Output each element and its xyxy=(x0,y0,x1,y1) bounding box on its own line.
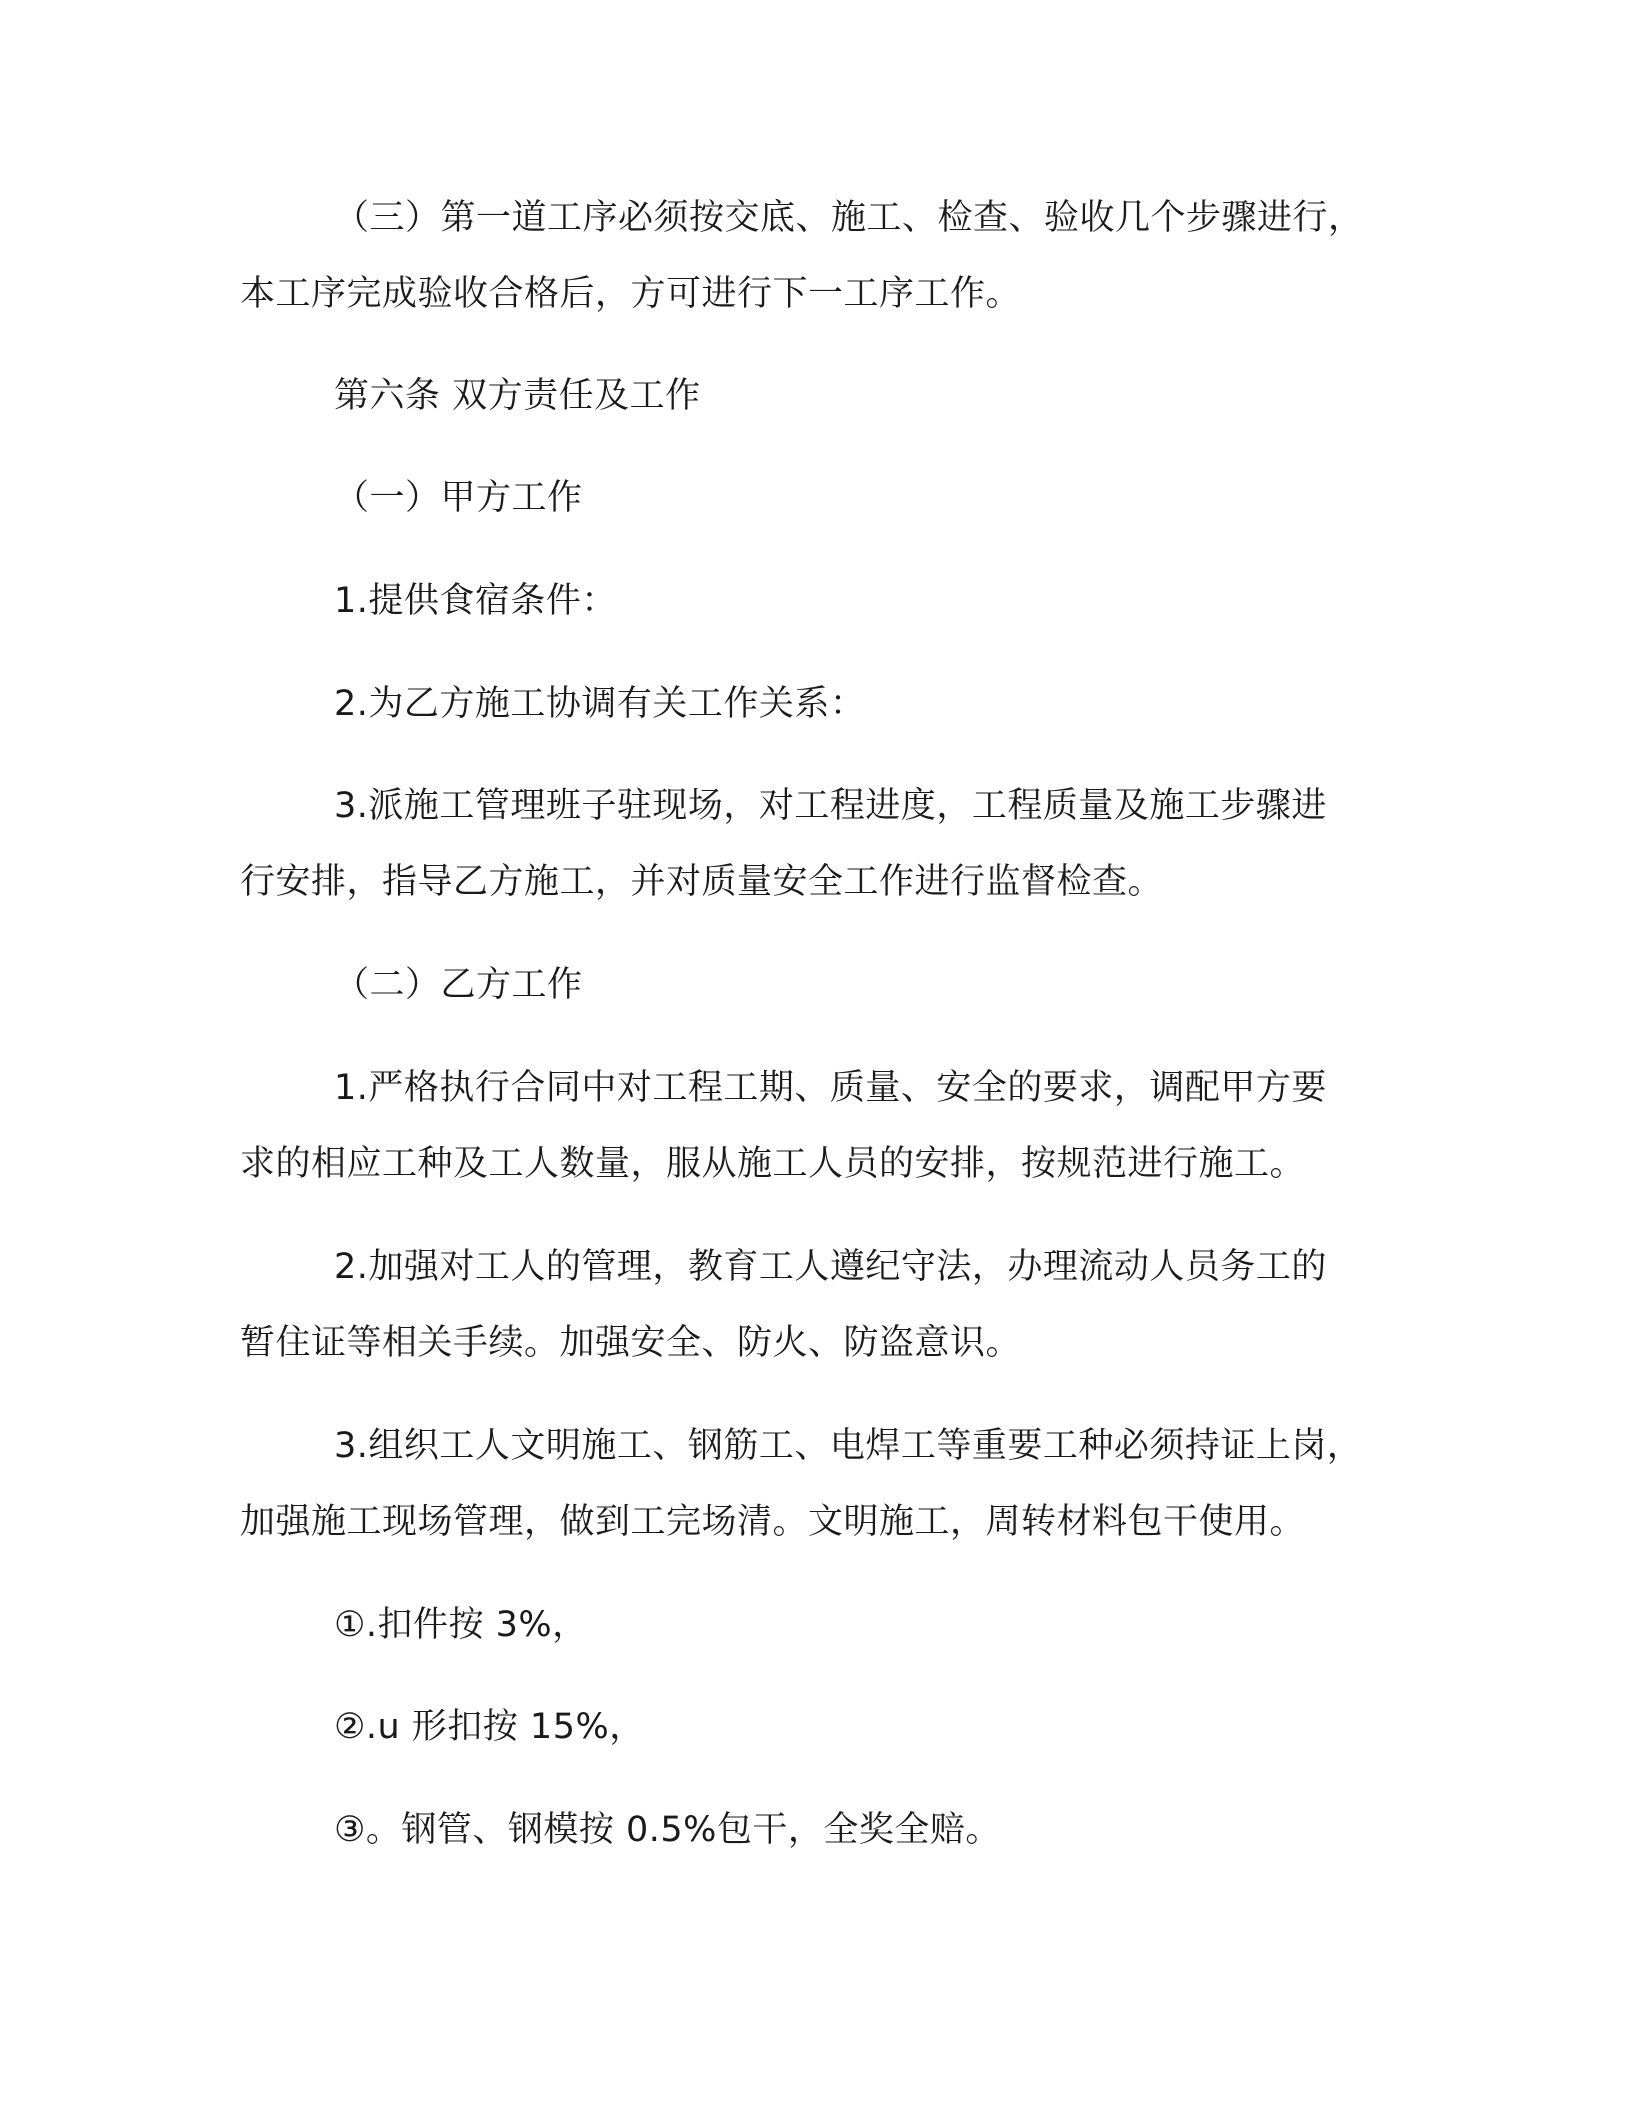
party-b-item-2-line-1: 2.加强对工人的管理，教育工人遵纪守法，办理流动人员务工的 xyxy=(334,1247,1327,1287)
party-b-item-1-line-2: 求的相应工种及工人数量，服从施工人员的安排，按规范进行施工。 xyxy=(240,1144,1306,1184)
party-a-item-3-line-2: 行安排，指导乙方施工，并对质量安全工作进行监督检查。 xyxy=(240,862,1164,902)
sub-item-2: ②.u 形扣按 15%， xyxy=(334,1707,645,1747)
article-6-heading: 第六条 双方责任及工作 xyxy=(334,376,701,416)
party-b-item-3-line-2: 加强施工现场管理，做到工完场清。文明施工，周转材料包干使用。 xyxy=(240,1502,1306,1542)
party-a-item-2: 2.为乙方施工协调有关工作关系： xyxy=(334,684,866,724)
party-b-item-2-line-2: 暂住证等相关手续。加强安全、防火、防盗意识。 xyxy=(240,1323,1022,1363)
section-party-b-heading: （二）乙方工作 xyxy=(334,965,583,1005)
party-a-item-3-line-1: 3.派施工管理班子驻现场，对工程进度，工程质量及施工步骤进 xyxy=(334,786,1327,826)
party-b-item-3-line-1: 3.组织工人文明施工、钢筋工、电焊工等重要工种必须持证上岗， xyxy=(334,1426,1363,1466)
party-a-item-1: 1.提供食宿条件： xyxy=(334,581,617,621)
paragraph-3-line-1: （三）第一道工序必须按交底、施工、检查、验收几个步骤进行， xyxy=(334,198,1364,238)
sub-item-3: ③。钢管、钢模按 0.5%包干，全奖全赔。 xyxy=(334,1810,1001,1850)
section-party-a-heading: （一）甲方工作 xyxy=(334,478,583,518)
sub-item-1: ①.扣件按 3%， xyxy=(334,1605,588,1645)
paragraph-3-line-2: 本工序完成验收合格后，方可进行下一工序工作。 xyxy=(240,274,1022,314)
party-b-item-1-line-1: 1.严格执行合同中对工程工期、质量、安全的要求，调配甲方要 xyxy=(334,1068,1327,1108)
